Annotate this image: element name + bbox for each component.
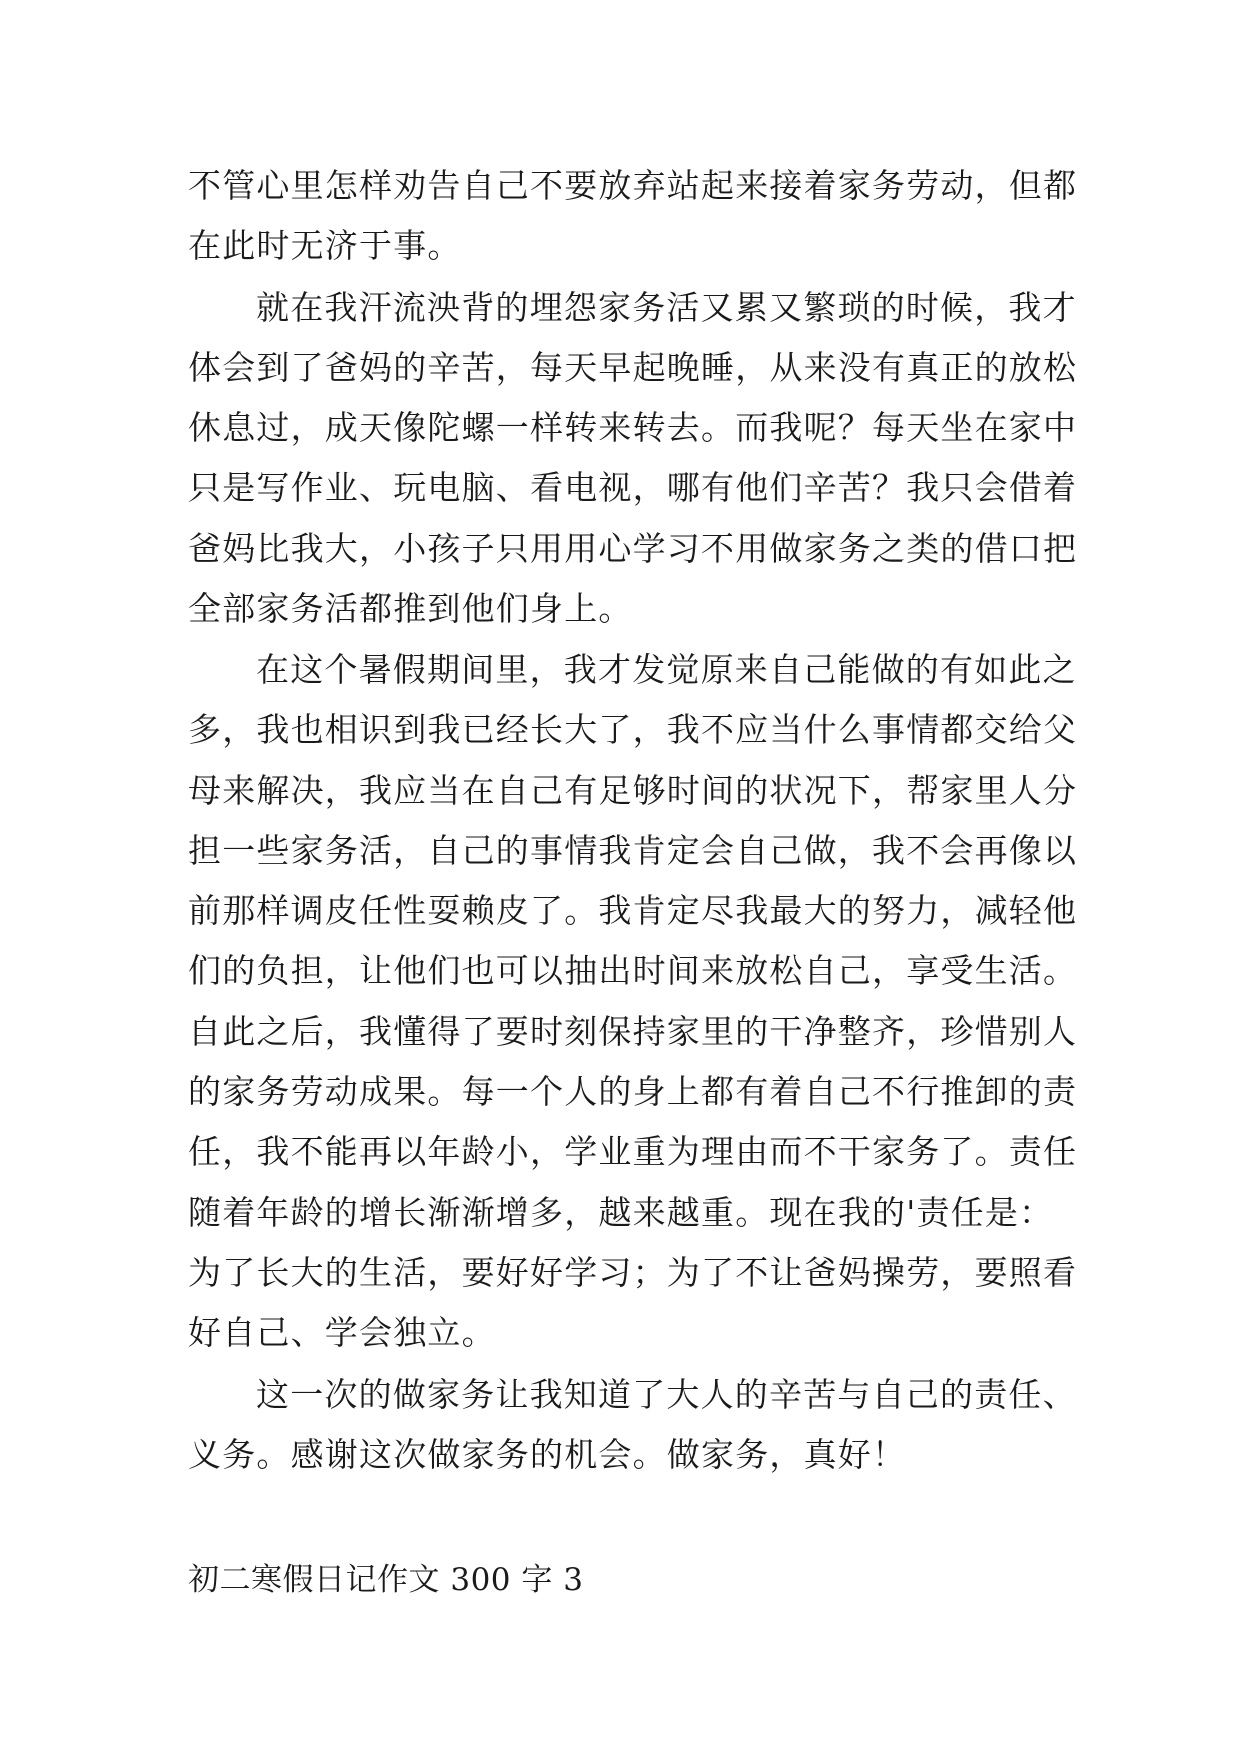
- paragraph-line: 的家务劳动成果。每一个人的身上都有着自己不行推卸的责: [188, 1072, 1078, 1111]
- paragraph-line: 多，我也相识到我已经长大了，我不应当什么事情都交给父: [188, 710, 1078, 749]
- paragraph-line: 为了长大的生活，要好好学习；为了不让爸妈操劳，要照看: [188, 1253, 1078, 1292]
- paragraph-line: 不管心里怎样劝告自己不要放弃站起来接着家务劳动，但都: [188, 166, 1078, 205]
- paragraph-line: 随着年龄的增长渐渐增多，越来越重。现在我的'责任是：: [188, 1193, 1054, 1232]
- paragraph-line: 就在我汗流泱背的埋怨家务活又累又繁琐的时候，我才: [256, 288, 1077, 327]
- paragraph-line: 前那样调皮任性耍赖皮了。我肯定尽我最大的努力，减轻他: [188, 891, 1078, 930]
- paragraph-line: 全部家务活都推到他们身上。: [188, 589, 633, 628]
- paragraph-line: 在这个暑假期间里，我才发觉原来自己能做的有如此之: [256, 650, 1077, 689]
- paragraph-line: 好自己、学会独立。: [188, 1313, 496, 1352]
- paragraph-line: 只是写作业、玩电脑、看电视，哪有他们辛苦？我只会借着: [188, 468, 1078, 507]
- paragraph-line: 休息过，成天像陀螺一样转来转去。而我呢？每天坐在家中: [188, 408, 1078, 447]
- paragraph-line: 爸妈比我大，小孩子只用用心学习不用做家务之类的借口把: [188, 529, 1078, 568]
- paragraph-line: 自此之后，我懂得了要时刻保持家里的干净整齐，珍惜别人: [188, 1012, 1078, 1051]
- paragraph-line: 在此时无济于事。: [188, 226, 462, 265]
- paragraph-line: 母来解决，我应当在自己有足够时间的状况下，帮家里人分: [188, 771, 1078, 810]
- section-heading: 初二寒假日记作文 300 字 3: [188, 1562, 584, 1598]
- paragraph-line: 这一次的做家务让我知道了大人的辛苦与自己的责任、: [256, 1375, 1077, 1414]
- paragraph-line: 义务。感谢这次做家务的机会。做家务，真好！: [188, 1435, 907, 1474]
- paragraph-line: 们的负担，让他们也可以抽出时间来放松自己，享受生活。: [188, 951, 1078, 990]
- paragraph-line: 体会到了爸妈的辛苦，每天早起晚睡，从来没有真正的放松: [188, 348, 1078, 387]
- paragraph-line: 任，我不能再以年龄小，学业重为理由而不干家务了。责任: [188, 1132, 1078, 1171]
- paragraph-line: 担一些家务活，自己的事情我肯定会自己做，我不会再像以: [188, 831, 1078, 870]
